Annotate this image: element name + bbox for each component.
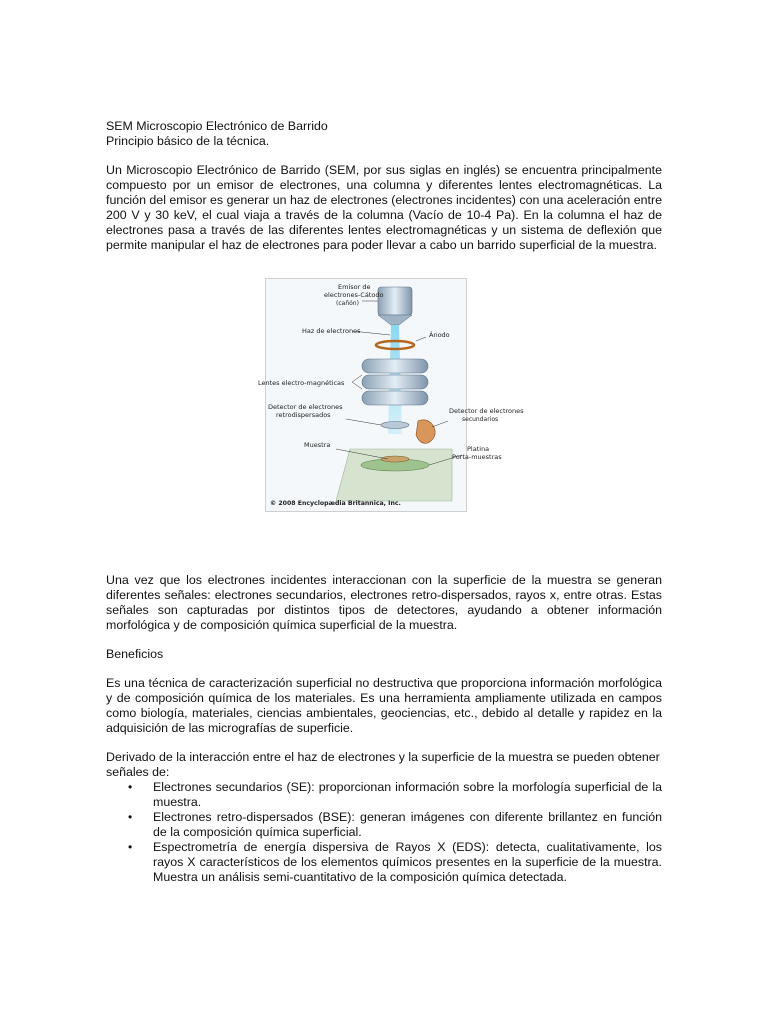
label-portamuestras: Porta-muestras [452, 453, 502, 461]
list-item [106, 840, 662, 885]
document-upper [106, 119, 662, 253]
lens-1-shape [362, 359, 428, 373]
signals-intro: Derivado de la interacción entre el haz de electrones y la superficie de la muestra se pueden obtener señales de: [106, 750, 660, 779]
document-lower [106, 573, 662, 885]
document-subtitle: Principio básico de la técnica. [106, 134, 270, 148]
label-haz: Haz de electrones [302, 327, 361, 335]
intro-paragraph: Un Microscopio Electrónico de Barrido (SEM, por sus siglas en inglés) se encuentra principalmente compuesto por un emisor de electrones, una columna y diferentes lentes electromagnéticas. La función del emisor es generar un haz de electrones (electrones incidentes) con una aceleración entre 200 V y 30 keV, el cual viaja a través de la columna (Vacío de 10-4 Pa). En la columna el haz de electrones pasa a través de las diferentes lentes electromagnéticas y un sistema de deflexión que permite manipular el haz de electrones para poder llevar a cabo un barrido superficial de la muestra. [106, 163, 662, 252]
list-item-text: Electrones retro-dispersados (BSE): generan imágenes con diferente brillantez en función de la composición química superficial. [153, 810, 662, 839]
label-anodo: Ánodo [429, 331, 450, 339]
bullet-marker: • [128, 780, 133, 794]
label-muestra: Muestra [304, 441, 331, 449]
beneficios-heading: Beneficios [106, 647, 164, 661]
bse-detector-shape [381, 422, 409, 429]
sem-diagram-figure [258, 278, 524, 512]
label-emisor-3: (cañón) [336, 300, 359, 307]
interaction-paragraph: Una vez que los electrones incidentes interaccionan con la superficie de la muestra se generan diferentes señales: electrones secundarios, electrones retro-dispersados, rayos x, entre otras. Estas señales son capturadas por distintos tipos de detectores, ayudando a obtener información morfológica y de composición química superficial de la muestra. [106, 573, 662, 632]
label-detector-sec-2: secundarios [462, 416, 499, 423]
label-emisor-1: Emisor de [338, 283, 371, 291]
label-detector-retro-2: retrodispersados [276, 411, 331, 419]
label-platina: Platina [467, 445, 490, 453]
label-copyright: © 2008 Encyclopædia Britannica, Inc. [270, 500, 401, 507]
sem-diagram [258, 279, 524, 511]
bullet-marker: • [128, 840, 133, 854]
list-item-text: Espectrometría de energía dispersiva de Rayos X (EDS): detecta, cualitativamente, los rayos X característicos de los elementos químicos presentes en la superficie de la muestra. Muestra un análisis semi-cuantitativo de la composición química detectada. [153, 840, 662, 884]
beneficios-paragraph: Es una técnica de caracterización superficial no destructiva que proporciona información morfológica y de composición química de los materiales. Es una herramienta ampliamente utilizada en campos como biología, materiales, ciencias ambientales, geociencias, etc., debido al detalle y rapidez en la adquisición de las micrografías de superficie. [106, 676, 662, 735]
cathode-tip-shape [378, 315, 412, 325]
list-item-text: Electrones secundarios (SE): proporcionan información sobre la morfología superficial de la muestra. [153, 780, 662, 809]
lens-2-shape [362, 375, 428, 389]
bullet-marker: • [128, 810, 133, 824]
list-item [106, 780, 662, 810]
signals-list [106, 780, 662, 885]
label-detector-sec-1: Detector de electrones [449, 407, 524, 415]
sample-shape [381, 456, 409, 462]
document-title: SEM Microscopio Electrónico de Barrido [106, 119, 328, 133]
lens-3-shape [362, 391, 428, 405]
label-detector-retro-1: Detector de electrones [268, 403, 343, 411]
label-emisor-2: electrones-Cátodo [324, 291, 384, 299]
label-lentes: Lentes electro-magnéticas [258, 379, 345, 387]
list-item [106, 810, 662, 840]
se-detector-shape [416, 420, 435, 443]
